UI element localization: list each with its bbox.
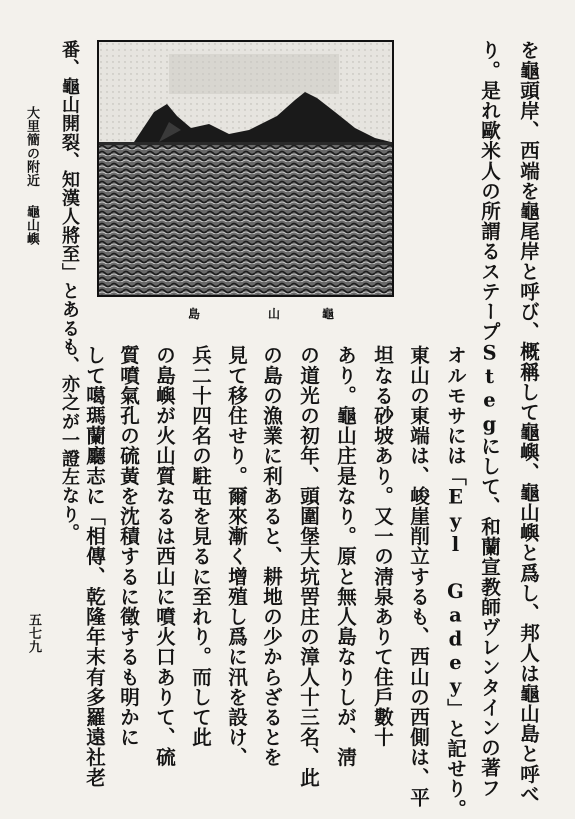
island-photo xyxy=(97,40,394,297)
caption-char: 龜 xyxy=(322,307,335,321)
body-column: り。是れ歐米人の所謂るステープStegにして、和蘭宣教師ヴレンタインの著フ xyxy=(478,40,501,798)
body-column: を龜頭岸、西端を龜尾岸と呼び、概稱して龜嶼、龜山嶼と爲し、邦人は龜山島と呼べ xyxy=(517,40,540,804)
header-section-title: 大里簡の附近 xyxy=(24,106,39,187)
body-column: あり。龜山庄是なり。原と無人島なりしが、淸 xyxy=(334,345,357,768)
body-column: 番、龜山開裂、知漢人將至」とあるも、亦之が一證左なり。 xyxy=(59,40,80,543)
body-column: の道光の初年、頭圍堡大坑罟庄の漳人十三名、此 xyxy=(297,345,320,788)
body-column: 質噴氣孔の硫黃を沈積するに徵するも明かに xyxy=(117,345,140,747)
body-column: の島嶼が火山質なるは西山に噴火口ありて、硫 xyxy=(153,345,176,768)
caption-char: 島 xyxy=(188,307,201,321)
header-section-subtitle: 龜山嶼 xyxy=(24,205,39,246)
body-column: 兵二十四名の駐屯を見るに至れり。而して此 xyxy=(189,345,212,747)
photo-caption xyxy=(160,305,360,335)
island-photo-graphic xyxy=(99,42,394,297)
body-column: オルモサには「Eyl Gadey」と記せり。 xyxy=(444,345,467,819)
body-column: 東山の東端は、峻崖削立するも、西山の西側は、平 xyxy=(407,345,430,808)
caption-char: 山 xyxy=(268,307,281,321)
page-number: 五七九 xyxy=(26,613,41,654)
body-column: 見て移住せり。爾來漸く增殖し爲に汛を設け、 xyxy=(225,345,248,768)
body-column: して噶瑪蘭廳志に「相傳、乾隆年末有多羅遠社老 xyxy=(83,345,106,788)
body-column: の島の漁業に利あると、耕地の少からざるとを xyxy=(260,345,283,768)
body-column: 坦なる砂坡あり。又一の淸泉ありて住戶數十 xyxy=(371,345,394,747)
